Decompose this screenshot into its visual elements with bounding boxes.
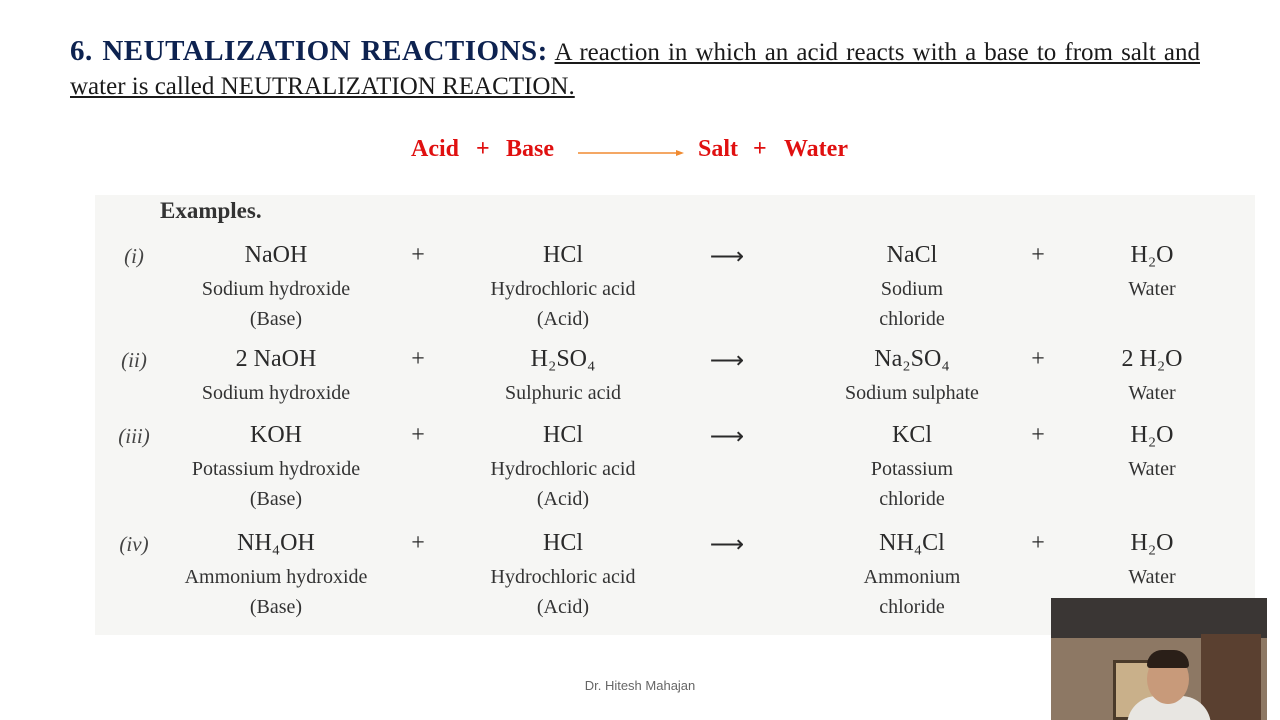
footer-author: Dr. Hitesh Mahajan: [584, 678, 696, 693]
reaction-arrow-icon: ⟶: [709, 424, 745, 450]
reactant1-role: (Base): [249, 488, 303, 510]
reactant1-formula: NH₄OH: [237, 530, 315, 556]
product1-name-line2: chloride: [879, 308, 945, 330]
product1-formula: NaCl: [886, 242, 938, 268]
product1-name: Sodium: [880, 278, 944, 300]
reactant2-formula: H₂SO₄: [530, 346, 596, 372]
reactant1-formula: KOH: [250, 422, 302, 448]
product2-name: Water: [1128, 278, 1176, 300]
plus-sign: +: [411, 242, 425, 268]
product1-formula: Na₂SO₄: [874, 346, 950, 372]
plus-sign: +: [411, 422, 425, 448]
equation-base: Base: [506, 136, 554, 162]
reactant1-name: Sodium hydroxide: [201, 382, 351, 404]
reactant1-role: (Base): [249, 596, 303, 618]
reactant2-role: (Acid): [536, 308, 590, 330]
reactant1-name: Sodium hydroxide: [201, 278, 351, 300]
reactant2-role: (Acid): [536, 596, 590, 618]
reaction-arrow-icon: ⟶: [709, 244, 745, 270]
plus-sign: +: [1031, 422, 1045, 448]
reactant1-name: Ammonium hydroxide: [184, 566, 368, 588]
product1-formula: NH₄Cl: [879, 530, 945, 556]
product1-formula: KCl: [891, 422, 932, 448]
section-title: 6. NEUTALIZATION REACTIONS:: [70, 35, 548, 67]
product2-name: Water: [1128, 382, 1176, 404]
reactant1-formula: 2 NaOH: [235, 346, 317, 372]
product2-formula: H₂O: [1130, 530, 1174, 556]
example-numeral: (i): [124, 244, 144, 268]
equation-salt: Salt: [698, 136, 739, 162]
examples-label: Examples.: [160, 198, 262, 223]
plus-sign: +: [1031, 530, 1045, 556]
webcam-overlay: [1051, 598, 1267, 720]
plus-sign: +: [1031, 242, 1045, 268]
reactant2-name: Sulphuric acid: [504, 382, 622, 404]
heading: [70, 34, 1200, 104]
reactant1-role: (Base): [249, 308, 303, 330]
reactant2-role: (Acid): [536, 488, 590, 510]
example-numeral: (iv): [119, 532, 149, 556]
reaction-arrow-icon: ⟶: [709, 348, 745, 374]
product2-name: Water: [1128, 566, 1176, 588]
reactant2-formula: HCl: [542, 530, 583, 556]
plus-sign: +: [411, 346, 425, 372]
reaction-arrow-icon: ⟶: [709, 532, 745, 558]
plus-sign: +: [411, 530, 425, 556]
reactant2-formula: HCl: [542, 242, 583, 268]
equation-plus-right: +: [753, 136, 767, 162]
reactant1-name: Potassium hydroxide: [191, 458, 361, 480]
reactant2-name: Hydrochloric acid: [490, 566, 636, 588]
reactant2-name: Hydrochloric acid: [490, 458, 636, 480]
product1-name: Sodium sulphate: [845, 382, 979, 404]
product2-name: Water: [1128, 458, 1176, 480]
product2-formula: 2 H₂O: [1121, 346, 1183, 372]
definition-text: A reaction in which an acid reacts with a base to from salt and water is called NEUTRALIZATION REACTION.: [70, 39, 1200, 100]
product1-name-line2: chloride: [879, 596, 945, 618]
reactant2-formula: HCl: [542, 422, 583, 448]
product1-name: Ammonium: [863, 566, 961, 588]
equation-plus-left: +: [476, 136, 490, 162]
product1-name: Potassium: [870, 458, 954, 480]
example-numeral: (iii): [118, 424, 150, 448]
reactant1-formula: NaOH: [244, 242, 308, 268]
equation-water: Water: [784, 136, 848, 162]
equation-arrow-icon: [578, 150, 684, 156]
reactant2-name: Hydrochloric acid: [490, 278, 636, 300]
general-equation: [0, 136, 1280, 168]
product1-name-line2: chloride: [879, 488, 945, 510]
product2-formula: H₂O: [1130, 422, 1174, 448]
example-numeral: (ii): [121, 348, 147, 372]
product2-formula: H₂O: [1130, 242, 1174, 268]
plus-sign: +: [1031, 346, 1045, 372]
equation-acid: Acid: [411, 136, 459, 162]
